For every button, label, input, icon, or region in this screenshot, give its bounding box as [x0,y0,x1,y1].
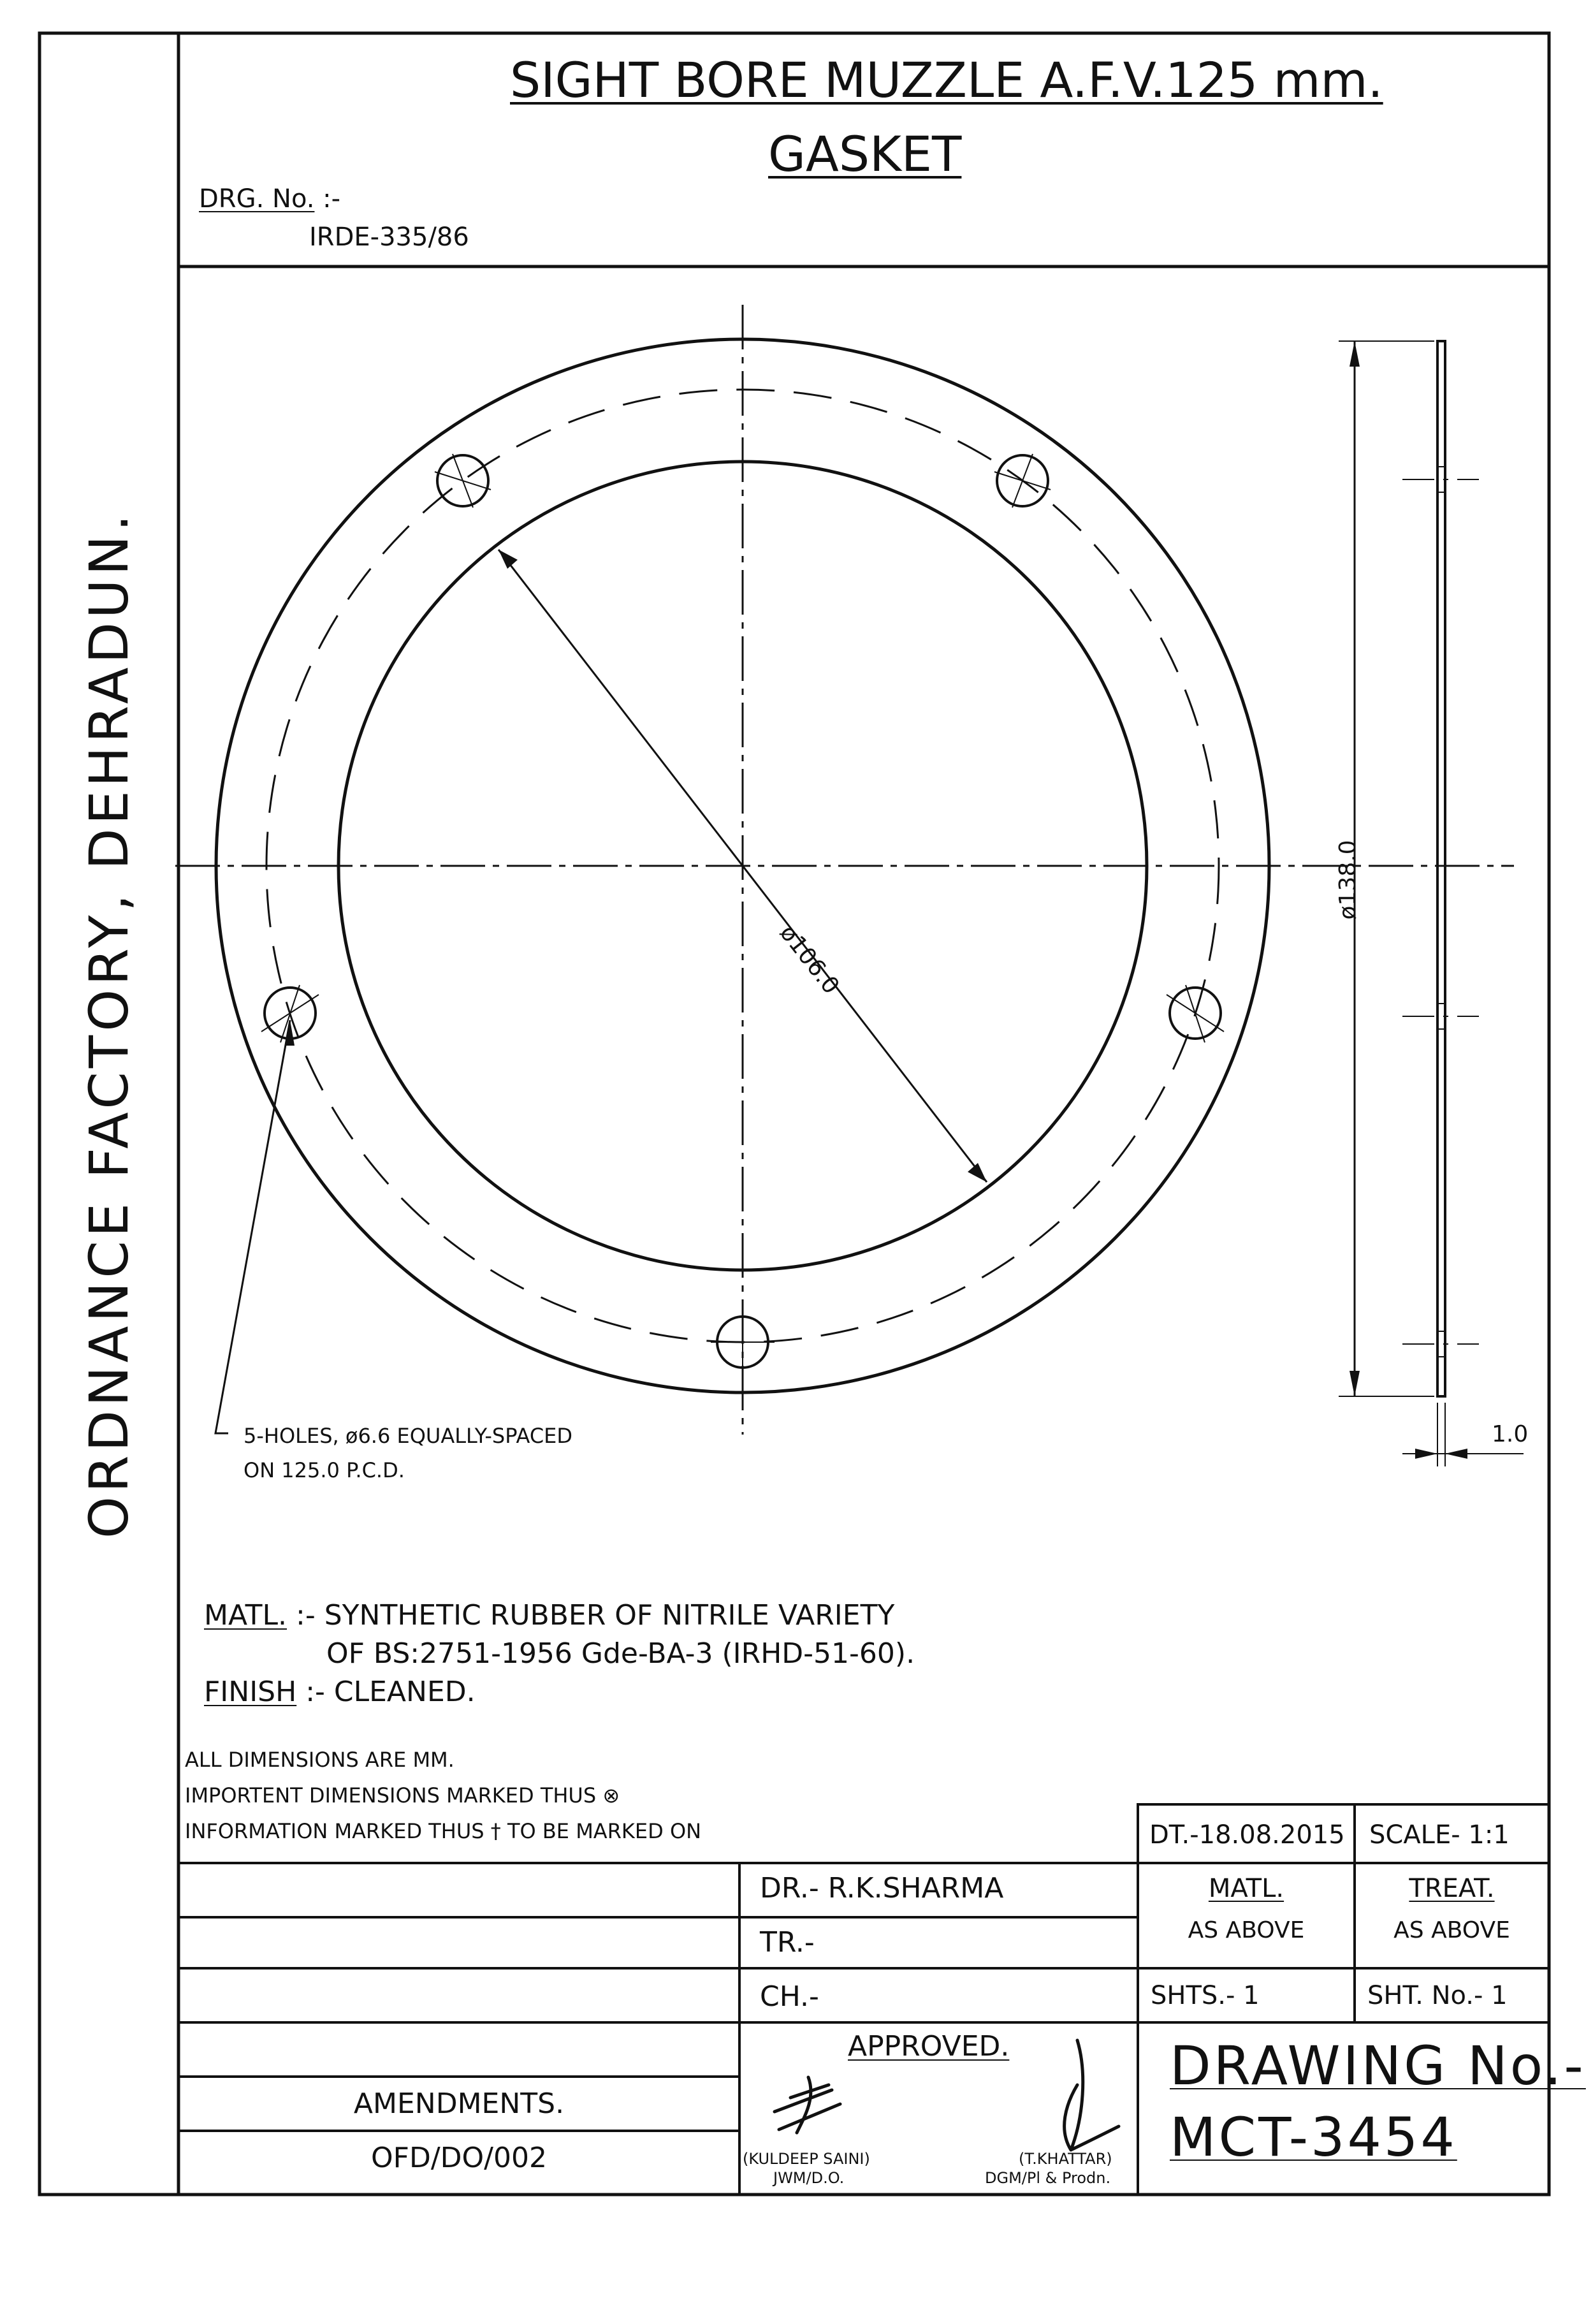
drg-no-label-row [199,186,340,212]
gasket-front-view [175,305,1514,1435]
outer-diameter-label: ø138.0 [1335,840,1361,920]
dims-note-line2: IMPORTENT DIMENSIONS MARKED THUS ⊗ [185,1783,620,1808]
gasket-side-view [1335,341,1524,1466]
finish-label: FINISH [204,1676,297,1708]
dims-note-line3: INFORMATION MARKED THUS † TO BE MARKED ON [185,1819,702,1843]
thickness-label: 1.0 [1492,1421,1529,1447]
drawing-title: SIGHT BORE MUZZLE A.F.V.125 mm. [510,52,1383,108]
dims-note-line1: ALL DIMENSIONS ARE MM. [185,1748,455,1772]
amendments-label: AMENDMENTS. [353,2087,565,2120]
drg-no-sep: :- [323,184,341,214]
finish-value: :- CLEANED. [305,1676,476,1708]
matl-label: MATL. [204,1599,287,1632]
holes-note-line1: 5-HOLES, ø6.6 EQUALLY-SPACED [244,1424,573,1448]
signature-saini [775,2077,840,2133]
gasket-edge-profile [1437,341,1445,1396]
sheets-count: SHTS.- 1 [1151,1981,1260,2010]
sheet-number: SHT. No.- 1 [1367,1981,1508,2010]
sidebar [40,33,178,2195]
drawn-by: DR.- R.K.SHARMA [760,1872,1004,1904]
treat-header: TREAT. [1409,1874,1495,1903]
matl-sep: :- [296,1599,316,1632]
matl-line2: OF BS:2751-1956 Gde-BA-3 (IRHD-51-60). [326,1637,915,1670]
amendment-ref: OFD/DO/002 [371,2142,547,2174]
signer1-name: (KULDEEP SAINI) [743,2150,870,2168]
signer1-role: JWM/D.O. [773,2169,845,2187]
holes-note-leader [215,1020,290,1433]
signer2-name: (T.KHATTAR) [1019,2150,1112,2168]
holes-note-line2: ON 125.0 P.C.D. [244,1458,405,1482]
approved-label: APPROVED. [848,2030,1010,2063]
drg-no-value: IRDE-335/86 [309,223,469,252]
matl-value: AS ABOVE [1188,1917,1305,1943]
inner-diameter-label: ø106.0 [775,920,845,999]
drawing-subtitle: GASKET [768,126,962,182]
signature-khattar [1065,2040,1119,2150]
checked-by: CH.- [760,1980,819,2013]
matl-row [204,1599,895,1632]
date-cell: DT.-18.08.2015 [1149,1820,1345,1850]
finish-row [204,1678,476,1706]
traced-by: TR.- [760,1926,815,1959]
treat-value: AS ABOVE [1393,1917,1510,1943]
drg-no-label: DRG. No. [199,184,315,214]
matl-line1: SYNTHETIC RUBBER OF NITRILE VARIETY [324,1599,895,1632]
drawing-number-label: DRAWING No.- [1170,2035,1586,2097]
scale-cell: SCALE- 1:1 [1369,1820,1510,1850]
sidebar-organization: ORDNANCE FACTORY, DEHRADUN. [78,510,140,1539]
matl-header: MATL. [1208,1874,1284,1903]
drawing-number-value: MCT-3454 [1170,2106,1457,2168]
signer2-role: DGM/Pl & Prodn. [985,2169,1111,2187]
outer-border [40,33,1549,2195]
